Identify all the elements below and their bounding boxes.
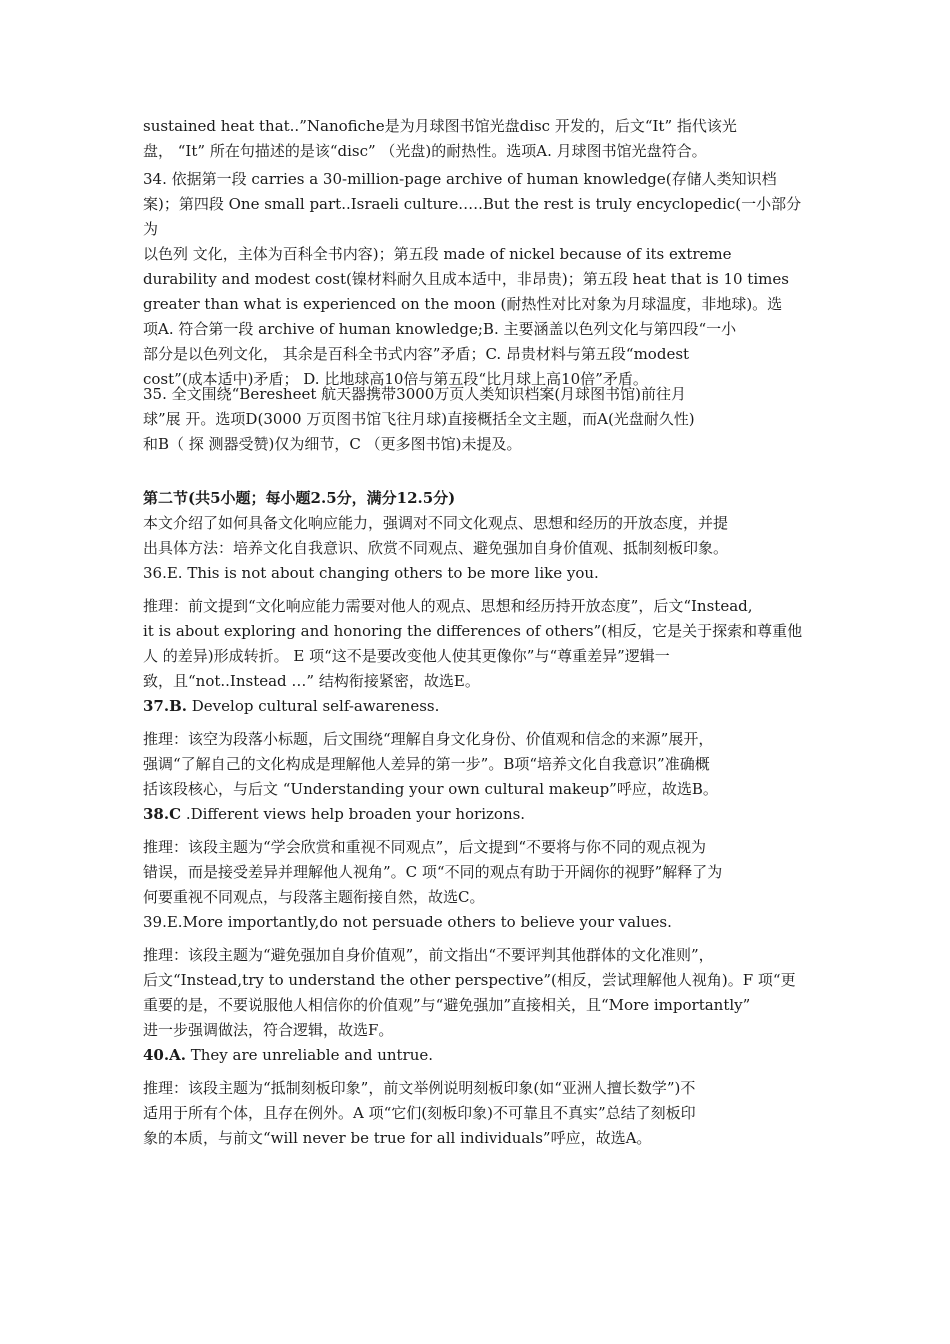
answer-40-text: They are unreliable and untrue. — [185, 1046, 434, 1064]
answer-38-reason-line-3: 何要重视不同观点，与段落主题衔接自然，故选C。 — [143, 888, 485, 906]
q35-line-2: 球”展 开。选项D(3000 万页图书馆飞往月球)直接概括全文主题，而A(光盘耐久性) — [143, 410, 695, 428]
answer-39-reason-line-4: 进一步强调做法，符合逻辑，故选F。 — [143, 1021, 394, 1039]
q34-line-6: 项A. 符合第一段 archive of human knowledge;B. 主要涵盖以色列文化与第四段“一小 — [143, 320, 737, 338]
q33-line-2: 盘， “It” 所在句描述的是该“disc” （光盘)的耐热性。选项A. 月球图书馆光盘符合。 — [143, 142, 707, 160]
q35-explanation — [143, 382, 809, 457]
answer-37-reason-line-3: 括该段核心，与后文 “Understanding your own cultural makeup”呼应，故选B。 — [143, 780, 718, 798]
answer-36-head: 36.E. This is not about changing others to be more like you. — [143, 564, 599, 582]
answer-37-reason-line-2: 强调“了解自己的文化构成是理解他人差异的第一步”。B项“培养文化自我意识”准确概 — [143, 755, 710, 773]
q34-explanation — [143, 167, 809, 392]
answer-39-reason-line-1: 推理：该段主题为“避免强加自身价值观”，前文指出“不要评判其他群体的文化准则”， — [143, 946, 714, 964]
q34-line-4: durability and modest cost(镍材料耐久且成本适中，非昂贵)；第五段 heat that is 10 times — [143, 270, 789, 288]
answer-39-reason-line-2: 后文“Instead,try to understand the other perspective”(相反，尝试理解他人视角)。F 项“更 — [143, 971, 796, 989]
answer-40-number: 40.A. — [143, 1046, 186, 1064]
q35-line-3: 和B（ 探 测器受赞)仅为细节，C （更多图书馆)未提及。 — [143, 435, 522, 453]
section-2 — [143, 486, 809, 1151]
q34-line-5: greater than what is experienced on the moon (耐热性对比对象为月球温度，非地球)。选 — [143, 295, 783, 313]
answer-38-text: .Different views help broaden your horizons. — [181, 805, 526, 823]
answer-40-reason-line-2: 适用于所有个体，且存在例外。A 项“它们(刻板印象)不可靠且不真实”总结了刻板印 — [143, 1104, 696, 1122]
q35-line-1: 35. 全文围绕“Beresheet 航天器携带3000万页人类知识档案(月球图书馆)前往月 — [143, 385, 687, 403]
answer-40-reason-line-3: 象的本质，与前文“will never be true for all individuals”呼应，故选A。 — [143, 1129, 652, 1147]
q34-line-7: 部分是以色列文化， 其余是百科全书式内容”矛盾；C. 昂贵材料与第五段“modest — [143, 345, 690, 363]
answer-38-number: 38.C — [143, 805, 182, 823]
answer-40-head — [143, 1043, 809, 1068]
answer-36-reason-line-3: 人 的差异)形成转折。 E 项“这不是要改变他人使其更像你”与“尊重差异”逻辑一 — [143, 647, 670, 665]
answer-36-reason-line-2: it is about exploring and honoring the differences of others”(相反，它是关于探索和尊重他 — [143, 622, 803, 640]
answer-36-reason-line-1: 推理：前文提到“文化响应能力需要对他人的观点、思想和经历持开放态度”，后文“Instead, — [143, 597, 753, 615]
q34-line-2: 案)；第四段 One small part..Israeli culture.….But the rest is truly encyclopedic(一小部分为 — [143, 195, 802, 238]
answer-37-number: 37.B. — [143, 697, 187, 715]
q33-explanation-tail — [143, 114, 809, 164]
section-2-summary-line-2: 出具体方法：培养文化自我意识、欣赏不同观点、避免强加自身价值观、抵制刻板印象。 — [143, 539, 729, 557]
answer-37-head — [143, 694, 809, 719]
answer-38-head — [143, 802, 809, 827]
answer-40-reason-line-1: 推理：该段主题为“抵制刻板印象”，前文举例说明刻板印象(如“亚洲人擅长数学”)不 — [143, 1079, 696, 1097]
answer-39-reason-line-3: 重要的是，不要说服他人相信你的价值观”与“避免强加”直接相关，且“More importantly” — [143, 996, 751, 1014]
q34-line-1: 34. 依据第一段 carries a 30-million-page archive of human knowledge(存储人类知识档 — [143, 170, 777, 188]
answer-38-reason-line-2: 错误，而是接受差异并理解他人视角”。C 项“不同的观点有助于开阔你的视野”解释了为 — [143, 863, 723, 881]
section-2-title: 第二节(共5小题；每小题2.5分，满分12.5分) — [143, 489, 456, 507]
answer-36-reason-line-4: 致，且“not..Instead …” 结构衔接紧密，故选E。 — [143, 672, 480, 690]
answer-37-text: Develop cultural self-awareness. — [187, 697, 440, 715]
answer-39-head: 39.E.More importantly,do not persuade others to believe your values. — [143, 913, 672, 931]
answer-37-reason-line-1: 推理：该空为段落小标题，后文围绕“理解自身文化身份、价值观和信念的来源”展开， — [143, 730, 714, 748]
answer-38-reason-line-1: 推理：该段主题为“学会欣赏和重视不同观点”，后文提到“不要将与你不同的观点视为 — [143, 838, 707, 856]
q33-line-1: sustained heat that..”Nanofiche是为月球图书馆光盘disc 开发的，后文“It” 指代该光 — [143, 117, 737, 135]
q34-line-8: cost”(成本适中)矛盾； D. 比地球高10倍与第五段“比月球上高10倍”矛盾。 — [143, 370, 648, 388]
q34-line-3: 以色列 文化，主体为百科全书内容)；第五段 made of nickel because of its extreme — [143, 245, 732, 263]
section-2-summary-line-1: 本文介绍了如何具备文化响应能力，强调对不同文化观点、思想和经历的开放态度，并提 — [143, 514, 729, 532]
